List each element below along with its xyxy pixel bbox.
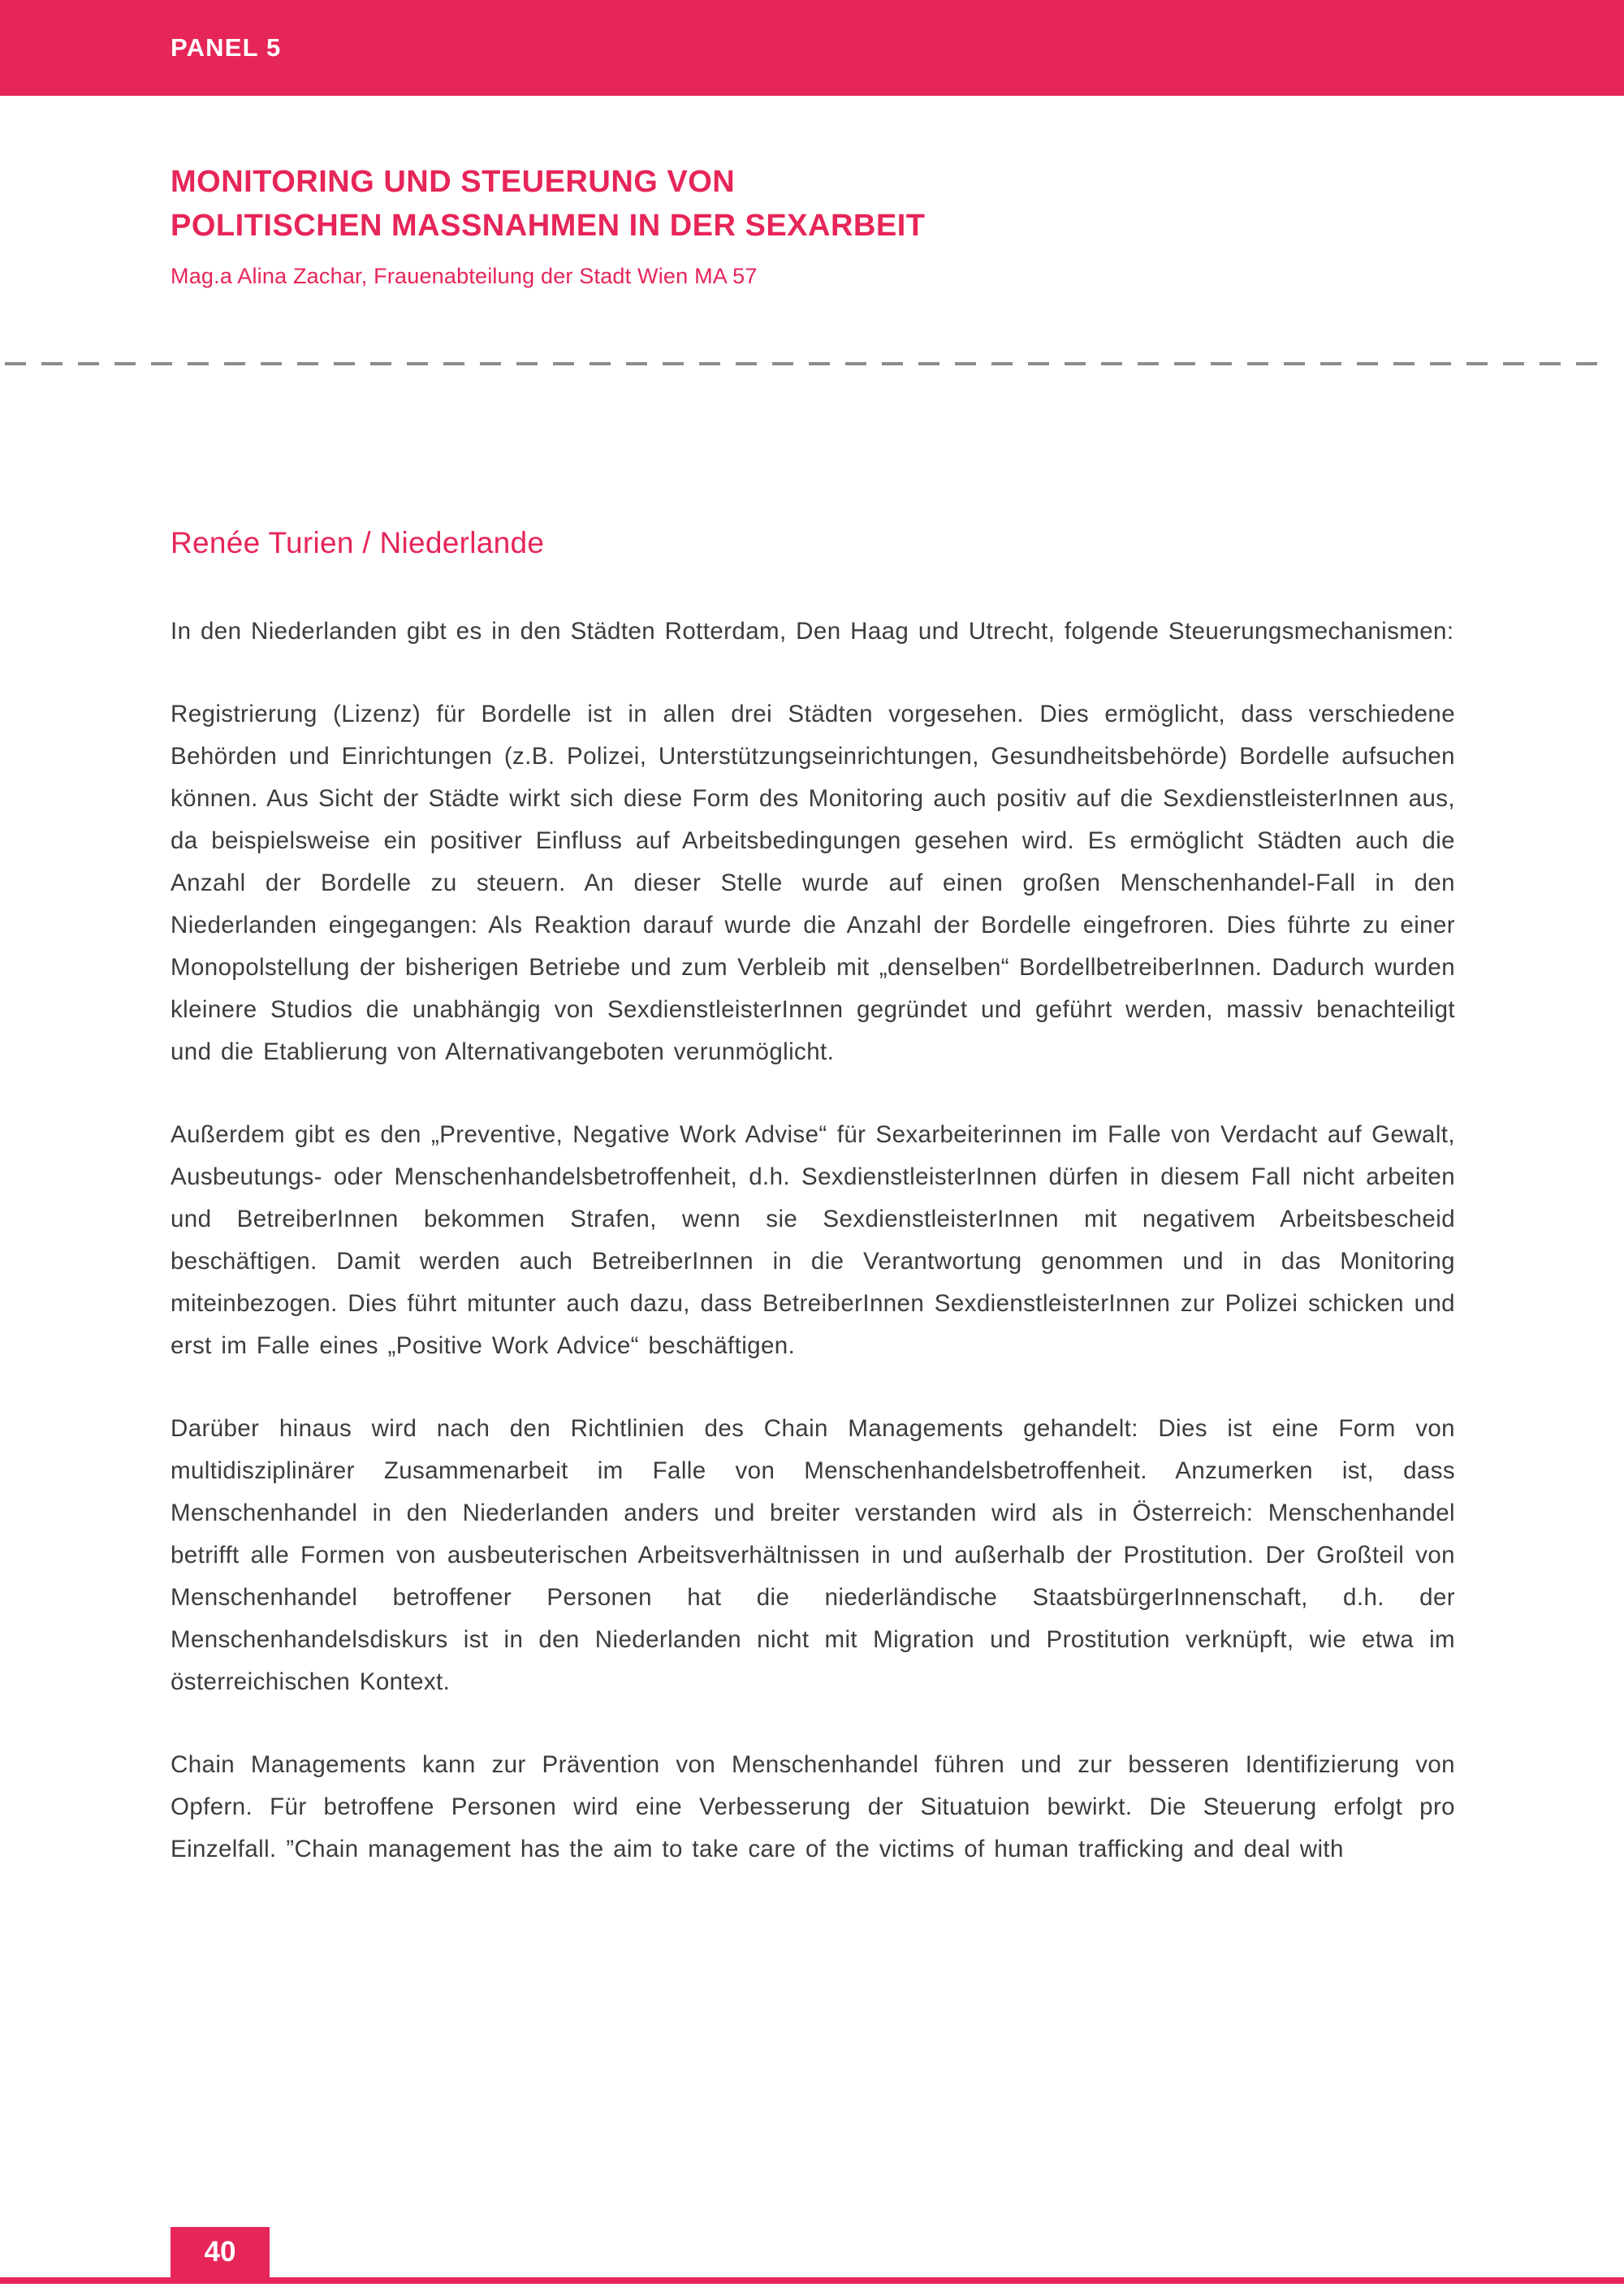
page-title-line-1: MONITORING UND STEUERUNG VON (171, 165, 736, 199)
body-paragraph: Außerdem gibt es den „Preventive, Negative Work Advise“ für Sexarbeiterinnen im Falle von Verdacht auf Gewalt, Ausbeutungs- oder Menschenhandelsbetroffenheit, d.h. SexdienstleisterInnen dürfen in diesem Fall nicht arbeiten und BetreiberInnen bekommen Strafen, wenn sie SexdienstleisterInnen mit negativem Arbeitsbescheid beschäftigen. Damit werden auch BetreiberInnen in die Verantwortung genommen und in das Monitoring miteinbezogen. Dies führt mitunter auch dazu, dass BetreiberInnen SexdienstleisterInnen zur Polizei schicken und erst im Falle eines „Positive Work Advice“ beschäftigen. (171, 1121, 1455, 1359)
body-paragraph: In den Niederlanden gibt es in den Städten Rotterdam, Den Haag und Utrecht, folgende Steuerungsmechanismen: (171, 618, 1454, 645)
page-title-line-2: POLITISCHEN MASSNAHMEN IN DER SEXARBEIT (171, 209, 926, 243)
title-block (171, 160, 1462, 289)
section-heading: Renée Turien / Niederlande (171, 526, 545, 559)
panel-label: PANEL 5 (171, 33, 282, 62)
footer-accent-line (0, 2277, 1624, 2284)
page-number: 40 (204, 2236, 236, 2268)
body-paragraph: Registrierung (Lizenz) für Bordelle ist in allen drei Städten vorgesehen. Dies ermöglicht, dass verschiedene Behörden und Einrichtungen (z.B. Polizei, Unterstützungseinrichtungen, Gesundheitsbehörde) Bordelle aufsuchen können. Aus Sicht der Städte wirkt sich diese Form des Monitoring auch positiv auf die SexdienstleisterInnen aus, da beispielsweise ein positiver Einfluss auf Arbeitsbedingungen gesehen wird. Es ermöglicht Städten auch die Anzahl der Bordelle zu steuern. An dieser Stelle wurde auf einen großen Menschenhandel-Fall in den Niederlanden eingegangen: Als Reaktion darauf wurde die Anzahl der Bordelle eingefroren. Dies führte zu einer Monopolstellung der bisherigen Betriebe und zum Verbleib mit „denselben“ BordellbetreiberInnen. Dadurch wurden kleinere Studios die unabhängig von SexdienstleisterInnen gegründet und geführt werden, massiv benachteiligt und die Etablierung von Alternativangeboten verunmöglicht. (171, 701, 1455, 1065)
article-body (171, 611, 1455, 1911)
dashed-divider (5, 362, 1613, 365)
body-paragraph: Darüber hinaus wird nach den Richtlinien des Chain Managements gehandelt: Dies ist eine Form von multidisziplinärer Zusammenarbeit im Falle von Menschenhandelsbetroffenheit. Anzumerken ist, dass Menschenhandel in den Niederlanden anders und breiter verstanden wird als in Österreich: Menschenhandel betrifft alle Formen von ausbeuterischen Arbeitsverhältnissen in und außerhalb der Prostitution. Der Großteil von Menschenhandel betroffener Personen hat die niederländische StaatsbürgerInnenschaft, d.h. der Menschenhandelsdiskurs ist in den Niederlanden nicht mit Migration und Prostitution verknüpft, wie etwa im österreichischen Kontext. (171, 1415, 1455, 1695)
header-bar (0, 0, 1624, 96)
author-line: Mag.a Alina Zachar, Frauenabteilung der Stadt Wien MA 57 (171, 264, 758, 288)
body-paragraph: Chain Managements kann zur Prävention von Menschenhandel führen und zur besseren Identifizierung von Opfern. Für betroffene Personen wird eine Verbesserung der Situatuion bewirkt. Die Steuerung erfolgt pro Einzelfall. ”Chain management has the aim to take care of the victims of human trafficking and deal with (171, 1751, 1455, 1862)
page-number-badge (171, 2227, 270, 2277)
page-title (171, 160, 1462, 248)
